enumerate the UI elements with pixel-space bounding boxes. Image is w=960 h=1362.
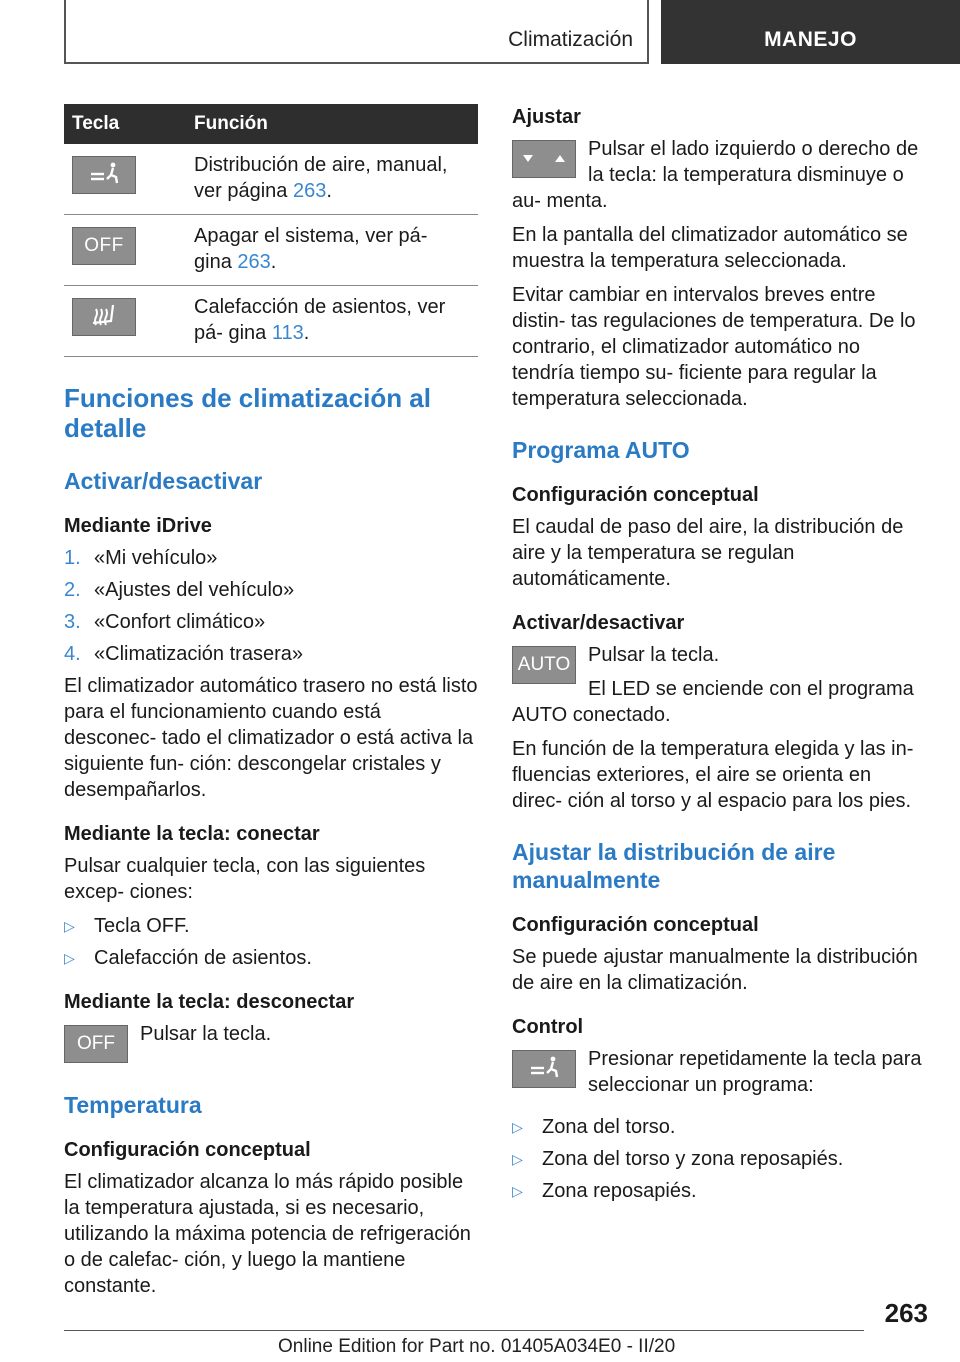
page-link[interactable]: 263 bbox=[292, 180, 327, 202]
triangle-bullet-icon: ▷ bbox=[512, 1151, 523, 1167]
list-item: 2. «Ajustes del vehículo» bbox=[64, 579, 295, 601]
off-key-icon: OFF bbox=[72, 227, 136, 265]
heading-detail: Funciones de climatización al detalle bbox=[64, 383, 431, 443]
triangle-bullet-icon: ▷ bbox=[512, 1183, 523, 1199]
temperature-rocker-icon bbox=[512, 140, 576, 178]
auto-press-text: Pulsar la tecla. bbox=[588, 644, 720, 666]
connect-text: Pulsar cualquier tecla, con las siguientes excep- ciones: bbox=[64, 855, 426, 903]
list-item: 4. «Climatización trasera» bbox=[64, 643, 303, 665]
heading-auto: Programa AUTO bbox=[512, 437, 690, 463]
subheading-concept: Configuración conceptual bbox=[64, 1139, 311, 1161]
table-cell-key bbox=[64, 286, 186, 357]
triangle-bullet-icon: ▷ bbox=[64, 918, 75, 934]
temperature-concept: El climatizador alcanza lo más rápido posible la temperatura ajustada, si es necesario, utilizando la máxima potencia de refrigeración o de calefac- ción, y luego la mantiene constante. bbox=[64, 1171, 471, 1297]
control-text: Presionar repetidamente la tecla para seleccionar un programa: bbox=[588, 1048, 922, 1096]
list-item: 1. «Mi vehículo» bbox=[64, 547, 218, 569]
subheading-connect: Mediante la tecla: conectar bbox=[64, 823, 320, 845]
right-column bbox=[512, 104, 926, 1210]
table-cell-function: Apagar el sistema, ver pá- gina 263. bbox=[186, 215, 478, 286]
subheading-disconnect: Mediante la tecla: desconectar bbox=[64, 991, 355, 1013]
idrive-note: El climatizador automático trasero no está listo para el funcionamiento cuando está desconec- tado el climatizador o está activa la siguiente fun- ción: descongelar cristales y desempañarlos. bbox=[64, 675, 478, 801]
list-item: ▷ Zona reposapiés. bbox=[512, 1180, 697, 1202]
connect-exceptions bbox=[64, 913, 478, 971]
auto-key-icon: AUTO bbox=[512, 646, 576, 684]
heading-temperature: Temperatura bbox=[64, 1092, 202, 1118]
table-header-function: Función bbox=[186, 104, 478, 144]
adjust-display-text: En la pantalla del climatizador automático se muestra la temperatura seleccionada. bbox=[512, 224, 908, 272]
table-cell-key bbox=[64, 215, 186, 286]
dist-concept-text: Se puede ajustar manualmente la distribución de aire en la climatización. bbox=[512, 946, 918, 994]
footer-rule bbox=[64, 1330, 864, 1331]
air-distribution-icon bbox=[72, 156, 136, 194]
seat-heating-icon bbox=[72, 298, 136, 336]
table-cell-key bbox=[64, 144, 186, 215]
triangle-bullet-icon: ▷ bbox=[64, 950, 75, 966]
auto-led-text: El LED se enciende con el programa AUTO conectado. bbox=[512, 678, 914, 726]
table-row bbox=[64, 144, 478, 215]
key-function-table bbox=[64, 104, 478, 357]
subheading-control: Control bbox=[512, 1016, 584, 1038]
page-link[interactable]: 263 bbox=[237, 251, 271, 273]
section-title: Climatización bbox=[508, 28, 633, 51]
list-item: ▷ Tecla OFF. bbox=[64, 915, 190, 937]
list-item: ▷ Zona del torso y zona reposapiés. bbox=[512, 1148, 844, 1170]
triangle-bullet-icon: ▷ bbox=[512, 1119, 523, 1135]
auto-function-text: En función de la temperatura elegida y las in- fluencias exteriores, el aire se orienta en direc- ción al torso y al espacio para los pies. bbox=[512, 738, 914, 812]
table-header-key: Tecla bbox=[64, 104, 186, 144]
subheading-dist-concept: Configuración conceptual bbox=[512, 914, 759, 936]
table-cell-function: Calefacción de asientos, ver pá- gina 113. bbox=[186, 286, 478, 357]
adjust-text: Pulsar el lado izquierdo o derecho de la tecla: la temperatura disminuye o au- menta. bbox=[512, 138, 919, 212]
list-item: ▷ Zona del torso. bbox=[512, 1116, 676, 1138]
table-row bbox=[64, 286, 478, 357]
footer-edition: Online Edition for Part no. 01405A034E0 - II/20 bbox=[278, 1336, 676, 1357]
subheading-auto-activate: Activar/desactivar bbox=[512, 612, 685, 634]
subheading-adjust: Ajustar bbox=[512, 106, 581, 128]
idrive-steps bbox=[64, 545, 478, 667]
left-column bbox=[64, 104, 478, 1307]
program-list bbox=[512, 1114, 926, 1204]
chapter-tab[interactable]: MANEJO bbox=[661, 0, 960, 64]
auto-concept-text: El caudal de paso del aire, la distribución de aire y la temperatura se regulan automáticamente. bbox=[512, 516, 904, 590]
subheading-auto-concept: Configuración conceptual bbox=[512, 484, 759, 506]
page-link[interactable]: 113 bbox=[271, 322, 304, 344]
heading-distribution: Ajustar la distribución de aire manualmente bbox=[512, 839, 836, 893]
page-number: 263 bbox=[884, 1298, 928, 1328]
off-key-icon: OFF bbox=[64, 1025, 128, 1063]
adjust-warning-text: Evitar cambiar en intervalos breves entre distin- tas regulaciones de temperatura. De lo contrario, el climatizador automático no tendría tiempo su- ficiente para regular la temperatura seleccionada. bbox=[512, 284, 916, 410]
disconnect-text: Pulsar la tecla. bbox=[140, 1023, 272, 1045]
list-item: ▷ Calefacción de asientos. bbox=[64, 947, 312, 969]
table-header-row bbox=[64, 104, 478, 144]
list-item: 3. «Confort climático» bbox=[64, 611, 266, 633]
subheading-idrive: Mediante iDrive bbox=[64, 515, 212, 537]
table-cell-function: Distribución de aire, manual, ver página 263. bbox=[186, 144, 478, 215]
heading-activate: Activar/desactivar bbox=[64, 468, 263, 494]
table-row bbox=[64, 215, 478, 286]
header-frame bbox=[64, 0, 649, 64]
air-distribution-icon bbox=[512, 1050, 576, 1088]
